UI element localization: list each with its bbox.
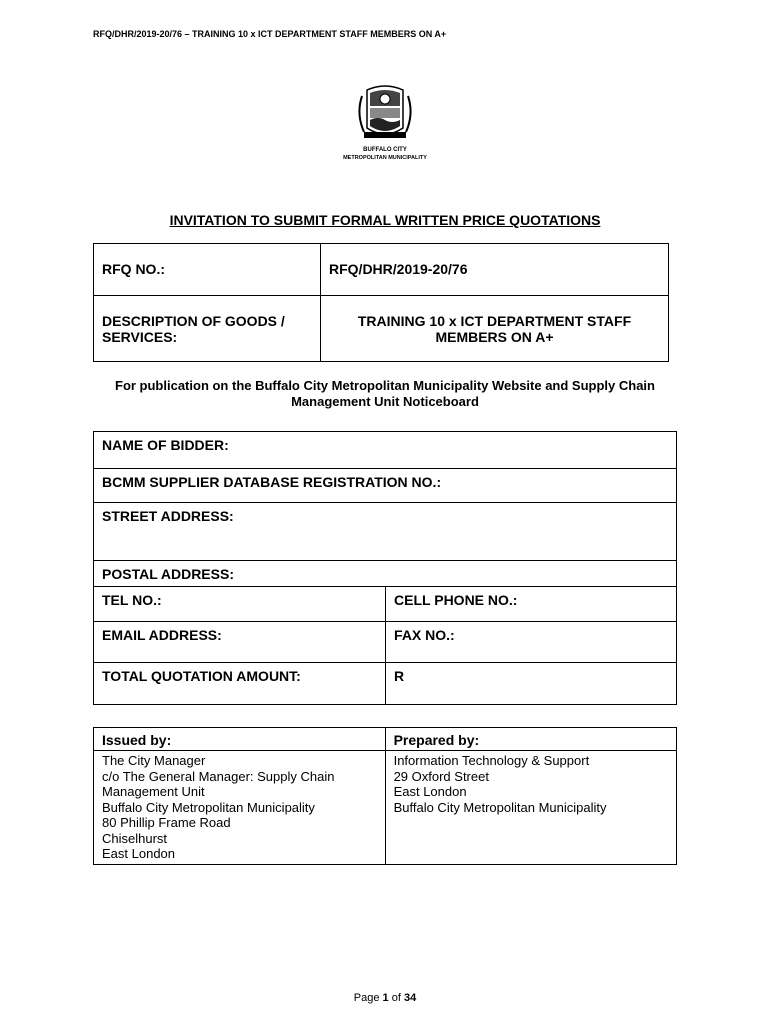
tel-number-field[interactable]: TEL NO.:	[94, 587, 386, 622]
issued-line: Chiselhurst	[102, 830, 168, 846]
description-value: TRAINING 10 x ICT DEPARTMENT STAFF MEMBERS ON A+	[321, 296, 669, 362]
page-title: INVITATION TO SUBMIT FORMAL WRITTEN PRICE QUOTATIONS	[169, 212, 601, 228]
page-word: Page	[353, 992, 380, 1004]
page-total: 34	[403, 992, 417, 1004]
rfq-table	[93, 243, 669, 362]
issued-line: c/o The General Manager: Supply Chain	[102, 768, 335, 784]
logo-line1: BUFFALO CITY	[363, 147, 407, 153]
logo-line2: METROPOLITAN MUNICIPALITY	[343, 155, 427, 161]
total-amount-field[interactable]: R	[386, 663, 677, 705]
rfq-number-value: RFQ/DHR/2019-20/76	[321, 244, 669, 296]
fax-number-field[interactable]: FAX NO.:	[386, 622, 677, 663]
prepared-line: East London	[393, 784, 467, 799]
cell-number-field[interactable]: CELL PHONE NO.:	[386, 587, 677, 622]
page-number: 1	[382, 992, 389, 1004]
issued-line: 80 Phillip Frame Road	[102, 815, 231, 830]
prepared-by-label: Prepared by:	[385, 728, 676, 751]
page-footer	[0, 992, 770, 1004]
email-address-field[interactable]: EMAIL ADDRESS:	[94, 622, 386, 663]
bidder-name-field[interactable]: NAME OF BIDDER:	[94, 432, 677, 469]
prepared-by-address	[385, 751, 676, 865]
registration-number-field[interactable]: BCMM SUPPLIER DATABASE REGISTRATION NO.:	[94, 469, 677, 503]
issued-by-address	[94, 751, 386, 865]
prepared-line: Information Technology & Support	[393, 753, 590, 768]
postal-address-field[interactable]: POSTAL ADDRESS:	[94, 561, 677, 587]
issued-prepared-table	[93, 727, 677, 865]
of-word: of	[391, 992, 401, 1004]
bidder-details-table	[93, 431, 677, 705]
description-label: DESCRIPTION OF GOODS / SERVICES:	[94, 296, 321, 362]
total-amount-label: TOTAL QUOTATION AMOUNT:	[94, 663, 386, 705]
prepared-line: 29 Oxford Street	[393, 768, 489, 784]
issued-line: Management Unit	[102, 784, 205, 799]
publication-note: For publication on the Buffalo City Metropolitan Municipality Website and Supply Chain Management Unit Noticeboard	[115, 378, 655, 409]
issued-line: The City Manager	[102, 753, 206, 768]
municipality-crest-logo	[340, 84, 430, 164]
rfq-number-label: RFQ NO.:	[94, 244, 321, 296]
street-address-field[interactable]: STREET ADDRESS:	[94, 503, 677, 561]
issued-by-label: Issued by:	[94, 728, 386, 751]
prepared-line: Buffalo City Metropolitan Municipality	[393, 799, 607, 815]
running-header: RFQ/DHR/2019-20/76 – TRAINING 10 x ICT DEPARTMENT STAFF MEMBERS ON A+	[93, 29, 447, 39]
issued-line: Buffalo City Metropolitan Municipality	[102, 799, 315, 815]
issued-line: East London	[102, 846, 176, 861]
